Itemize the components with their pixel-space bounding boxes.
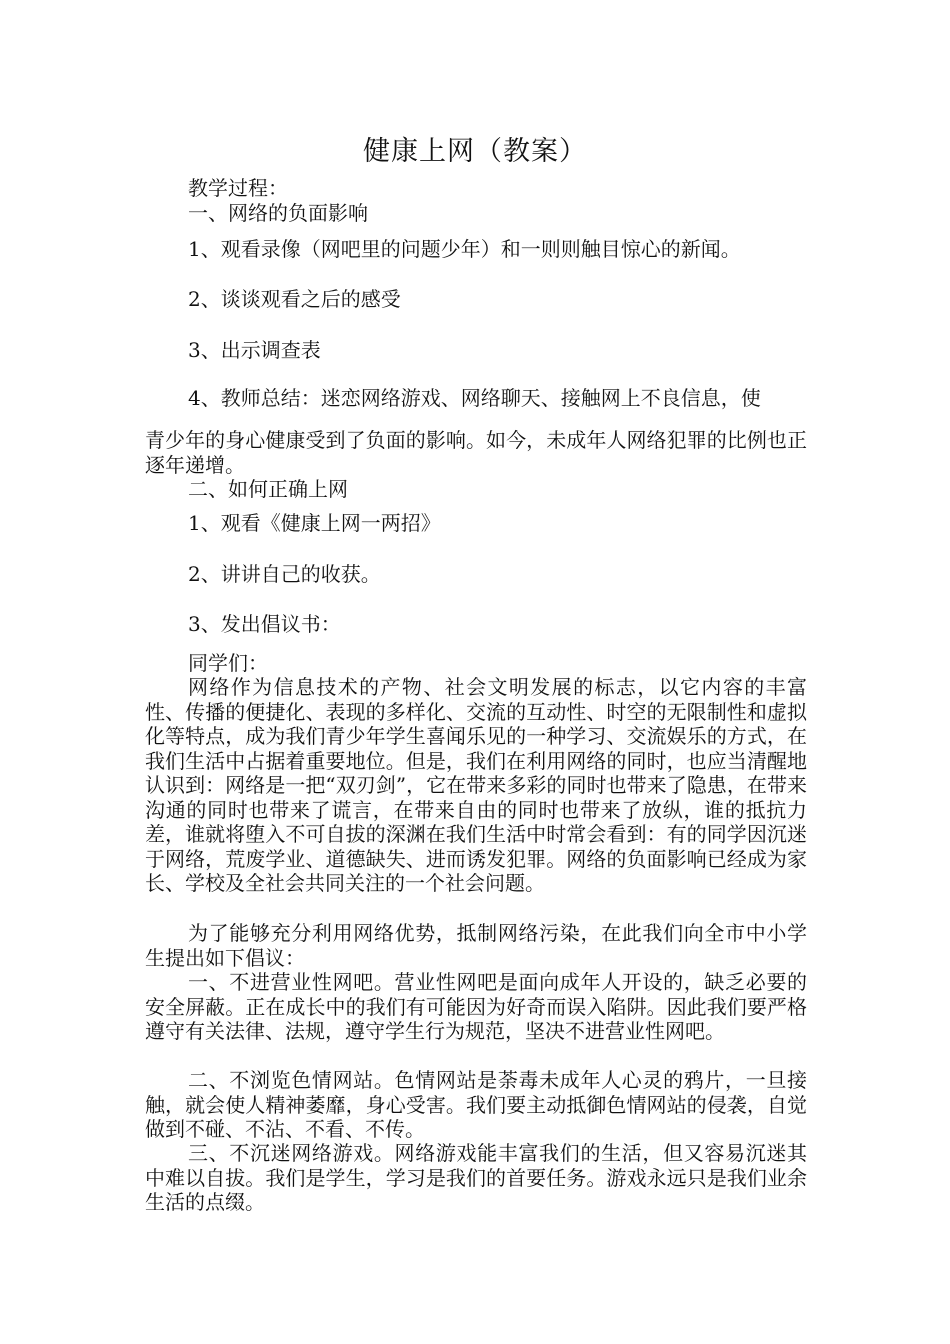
part2-heading: 二、如何正确上网 bbox=[188, 477, 348, 501]
letter-paragraph-4: 二、不浏览色情网站。色情网站是荼毒未成年人心灵的鸦片，一旦接触，就会使人精神萎靡，身心受害。我们要主动抵御色情网站的侵袭，自觉做到不碰、不沾、不看、不传。 bbox=[145, 1068, 807, 1141]
part1-heading: 一、网络的负面影响 bbox=[188, 201, 368, 225]
part2-item-2: 2、讲讲自己的收获。 bbox=[188, 562, 381, 586]
part1-item-4-continuation: 青少年的身心健康受到了负面的影响。如今，未成年人网络犯罪的比例也正逐年递增。 bbox=[145, 428, 807, 477]
letter-greeting: 同学们： bbox=[188, 651, 268, 675]
process-label: 教学过程： bbox=[188, 176, 288, 200]
part2-item-3: 3、发出倡议书： bbox=[188, 612, 341, 636]
part1-item-2: 2、谈谈观看之后的感受 bbox=[188, 287, 401, 311]
part1-item-3: 3、出示调查表 bbox=[188, 338, 321, 362]
letter-paragraph-5: 三、不沉迷网络游戏。网络游戏能丰富我们的生活，但又容易沉迷其中难以自拔。我们是学生，学习是我们的首要任务。游戏永远只是我们业余生活的点缀。 bbox=[145, 1141, 807, 1214]
letter-paragraph-1: 网络作为信息技术的产物、社会文明发展的标志，以它内容的丰富性、传播的便捷化、表现的多样化、交流的互动性、时空的无限制性和虚拟化等特点，成为我们青少年学生喜闻乐见的一种学习、交流娱乐的方式，在我们生活中占据着重要地位。但是，我们在利用网络的同时，也应当清醒地认识到：网络是一把“双刃剑”，它在带来多彩的同时也带来了隐患，在带来沟通的同时也带来了谎言，在带来自由的同时也带来了放纵，谁的抵抗力差，谁就将堕入不可自拔的深渊在我们生活中时常会看到：有的同学因沉迷于网络，荒废学业、道德缺失、进而诱发犯罪。网络的负面影响已经成为家长、学校及全社会共同关注的一个社会问题。 bbox=[145, 675, 807, 895]
letter-paragraph-2: 为了能够充分利用网络优势，抵制网络污染，在此我们向全市中小学生提出如下倡议： bbox=[145, 921, 807, 970]
part2-item-1: 1、观看《健康上网一两招》 bbox=[188, 511, 441, 535]
part1-item-1: 1、观看录像（网吧里的问题少年）和一则则触目惊心的新闻。 bbox=[188, 237, 741, 261]
letter-paragraph-3: 一、不进营业性网吧。营业性网吧是面向成年人开设的，缺乏必要的安全屏蔽。正在成长中的我们有可能因为好奇而误入陷阱。因此我们要严格遵守有关法律、法规，遵守学生行为规范，坚决不进营业性网吧。 bbox=[145, 970, 807, 1043]
document-title: 健康上网（教案） bbox=[363, 136, 587, 167]
part1-item-4-first-line: 4、教师总结：迷恋网络游戏、网络聊天、接触网上不良信息，使 bbox=[188, 386, 761, 410]
